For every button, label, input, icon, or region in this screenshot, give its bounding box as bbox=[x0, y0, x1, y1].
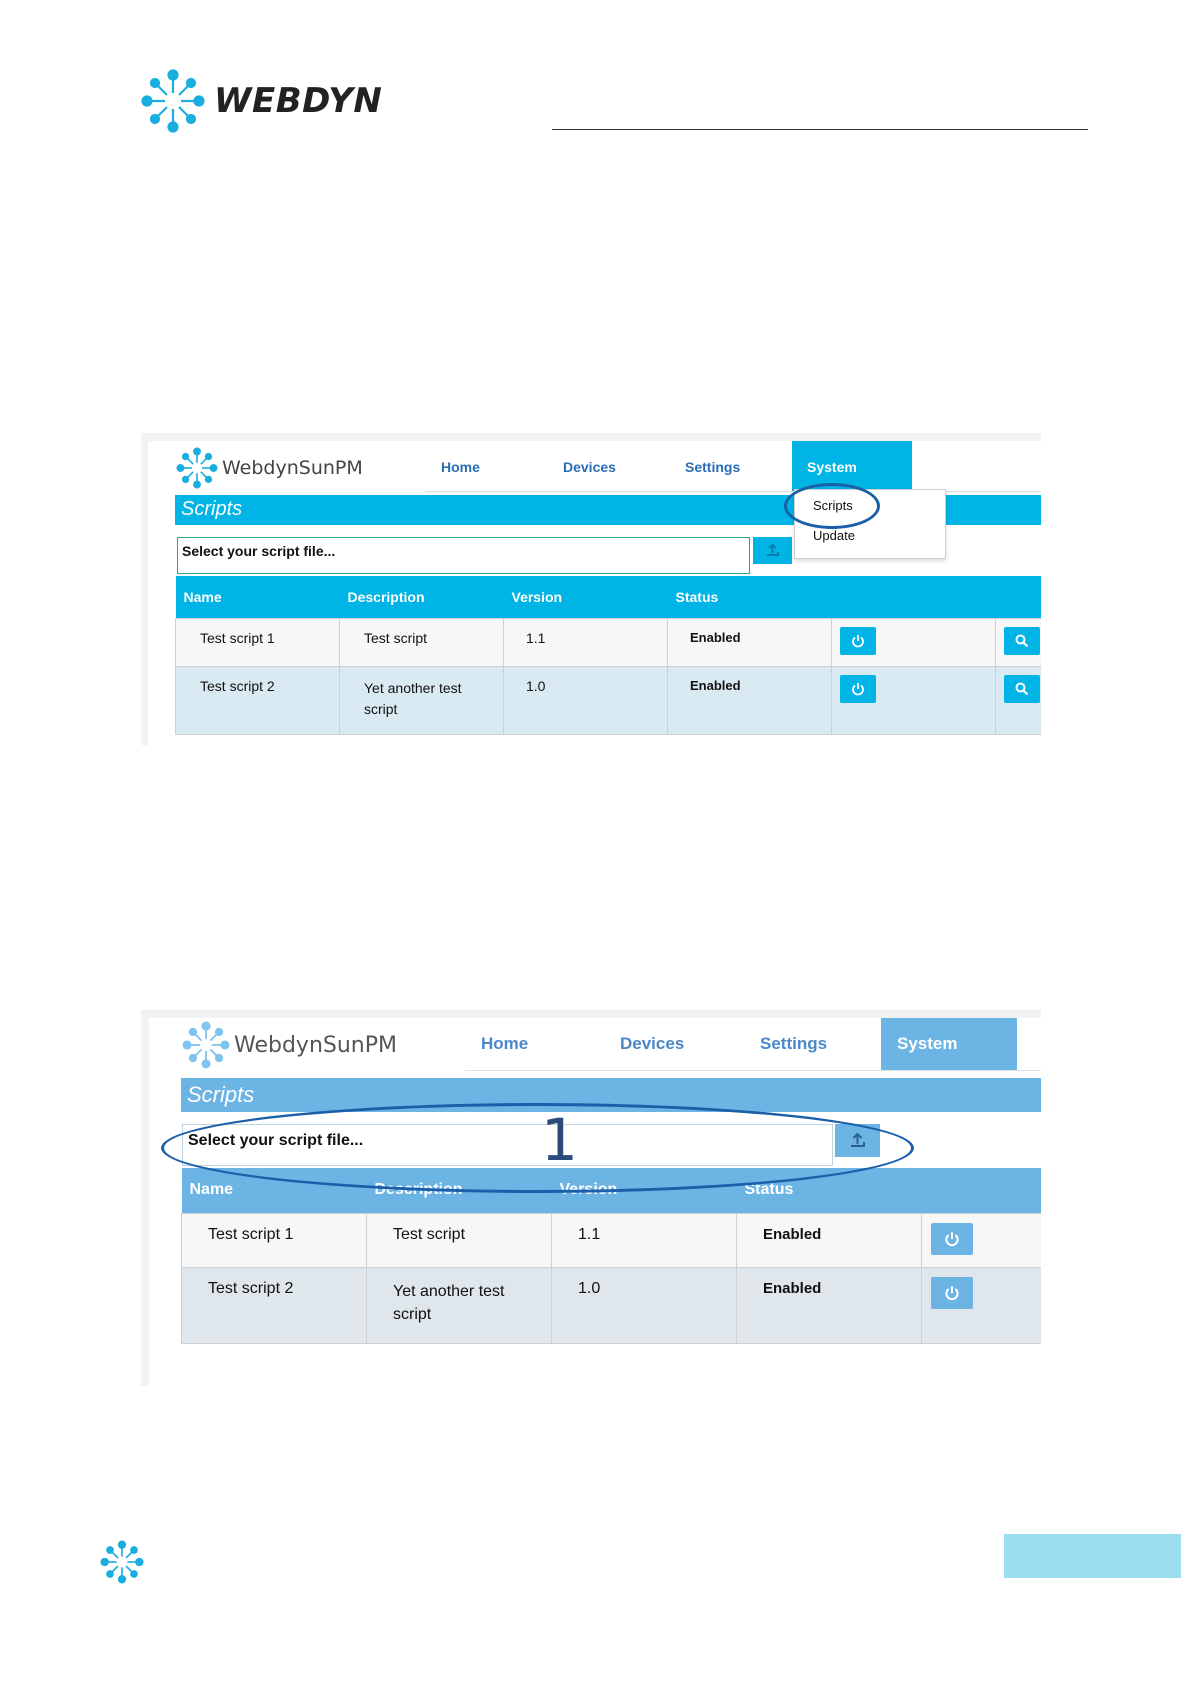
table-row bbox=[182, 1267, 1042, 1343]
app-logo bbox=[182, 1021, 397, 1069]
menu-item-update[interactable]: Update bbox=[813, 528, 855, 543]
upload-button[interactable] bbox=[753, 537, 792, 564]
annotation-highlight-file-input bbox=[161, 1103, 914, 1193]
upload-icon bbox=[753, 537, 792, 564]
nav-tab-devices[interactable]: Devices bbox=[563, 459, 616, 475]
nav-tab-settings[interactable]: Settings bbox=[685, 459, 741, 475]
footer-page-box bbox=[1004, 1534, 1181, 1578]
page-title: Scripts bbox=[181, 498, 243, 520]
row1-version: 1.1 bbox=[504, 618, 668, 666]
row1-status: Enabled bbox=[668, 618, 832, 666]
main-nav bbox=[465, 1018, 1041, 1071]
menu-item-scripts[interactable]: Scripts bbox=[813, 498, 853, 513]
col-version: Version bbox=[559, 1181, 618, 1199]
nav-tab-system-label: System bbox=[807, 459, 857, 475]
col-version: Version bbox=[511, 588, 563, 605]
col-description: Description bbox=[374, 1181, 463, 1199]
table-row bbox=[176, 666, 1042, 734]
power-icon bbox=[943, 1284, 961, 1302]
row2-version: 1.0 bbox=[504, 666, 668, 734]
row1-description: Test script bbox=[367, 1213, 552, 1267]
script-file-placeholder: Select your script file... bbox=[188, 1132, 364, 1149]
script-file-input[interactable] bbox=[177, 537, 750, 574]
annotation-highlight-scripts bbox=[784, 483, 880, 529]
table-row bbox=[182, 1213, 1042, 1267]
webdyn-logo-icon bbox=[182, 1021, 230, 1069]
row2-description: Yet another test script bbox=[340, 666, 504, 734]
view-button[interactable] bbox=[1004, 627, 1040, 655]
power-icon bbox=[943, 1230, 961, 1248]
power-icon bbox=[850, 633, 866, 649]
webdyn-logo-icon bbox=[140, 68, 206, 134]
nav-tab-settings[interactable]: Settings bbox=[760, 1034, 828, 1053]
row1-name: Test script 1 bbox=[176, 618, 340, 666]
row2-description: Yet another test script bbox=[367, 1267, 552, 1343]
doc-header-logo bbox=[140, 68, 382, 134]
power-button[interactable] bbox=[931, 1277, 973, 1309]
footer-logo bbox=[100, 1540, 144, 1589]
nav-tab-home[interactable]: Home bbox=[481, 1034, 529, 1053]
app-name: WebdynSunPM bbox=[234, 1032, 397, 1058]
annotation-number: 1 bbox=[541, 1106, 578, 1174]
nav-tab-system[interactable] bbox=[881, 1018, 1017, 1070]
col-action-1 bbox=[922, 1168, 1042, 1213]
search-icon bbox=[1014, 633, 1030, 649]
row2-status: Enabled bbox=[737, 1267, 922, 1343]
screenshot-scripts-page bbox=[141, 1010, 1041, 1386]
power-button[interactable] bbox=[840, 627, 876, 655]
row1-name: Test script 1 bbox=[182, 1213, 367, 1267]
search-icon bbox=[1014, 681, 1030, 697]
nav-tab-home[interactable]: Home bbox=[441, 459, 480, 475]
screenshot-system-menu bbox=[141, 433, 1041, 745]
table-row bbox=[176, 618, 1042, 666]
brand-name: WEBDYN bbox=[214, 81, 383, 121]
col-status: Status bbox=[744, 1181, 794, 1199]
col-name: Name bbox=[189, 1181, 234, 1199]
power-button[interactable] bbox=[931, 1223, 973, 1255]
row1-version: 1.1 bbox=[552, 1213, 737, 1267]
col-action-1 bbox=[832, 576, 996, 618]
webdyn-logo-icon bbox=[100, 1540, 144, 1584]
col-action-2 bbox=[996, 576, 1042, 618]
app-logo bbox=[176, 447, 363, 489]
main-nav bbox=[426, 441, 1041, 492]
script-file-placeholder: Select your script file... bbox=[182, 543, 336, 559]
webdyn-logo-icon bbox=[176, 447, 218, 489]
nav-tab-devices[interactable]: Devices bbox=[620, 1034, 685, 1053]
col-description: Description bbox=[347, 588, 425, 605]
header-rule bbox=[552, 129, 1088, 130]
row2-name: Test script 2 bbox=[182, 1267, 367, 1343]
app-name: WebdynSunPM bbox=[222, 457, 363, 479]
row2-status: Enabled bbox=[668, 666, 832, 734]
row1-description: Test script bbox=[340, 618, 504, 666]
table-header-row bbox=[176, 576, 1042, 618]
row1-status: Enabled bbox=[737, 1213, 922, 1267]
page-title: Scripts bbox=[187, 1082, 255, 1107]
col-name: Name bbox=[183, 588, 222, 605]
row2-name: Test script 2 bbox=[176, 666, 340, 734]
col-status: Status bbox=[675, 588, 719, 605]
scripts-table bbox=[175, 576, 1041, 735]
view-button[interactable] bbox=[1004, 675, 1040, 703]
power-icon bbox=[850, 681, 866, 697]
row2-version: 1.0 bbox=[552, 1267, 737, 1343]
scripts-table bbox=[181, 1168, 1041, 1344]
nav-tab-system-label: System bbox=[897, 1034, 958, 1053]
power-button[interactable] bbox=[840, 675, 876, 703]
nav-tab-system[interactable] bbox=[792, 441, 912, 491]
